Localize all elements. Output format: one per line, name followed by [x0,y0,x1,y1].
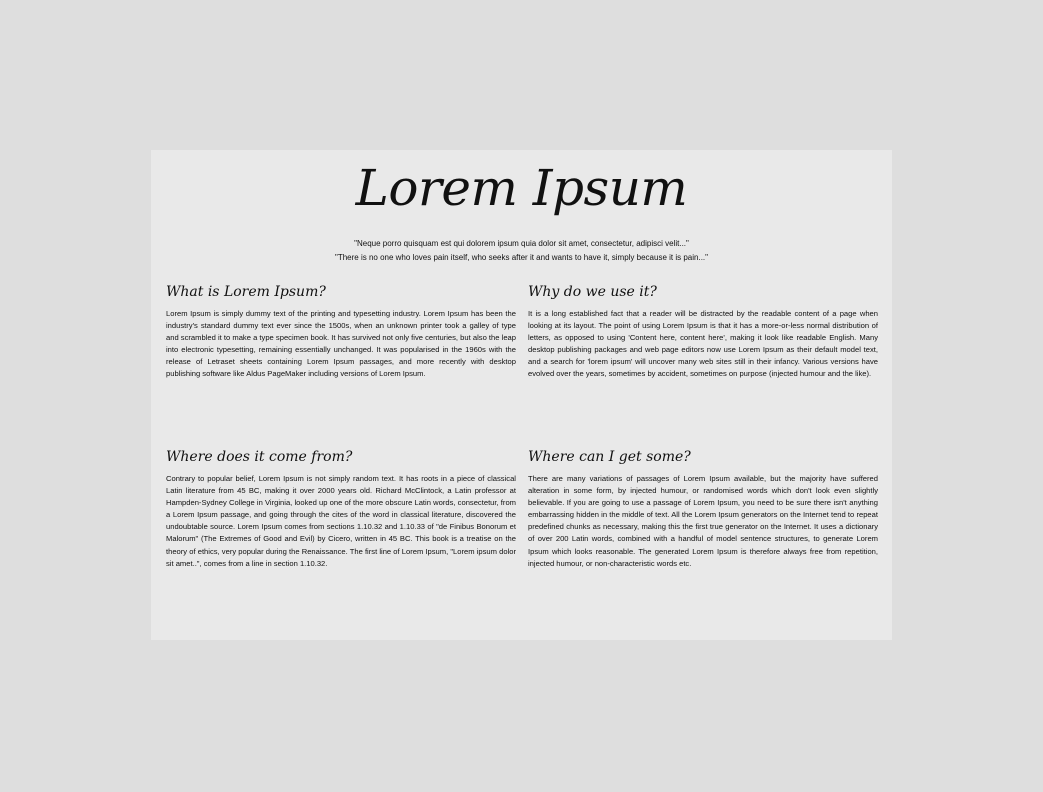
section-where-does-it-come-from [166,447,516,570]
section-heading: Where can I get some? [528,449,691,465]
english-quote: "There is no one who loves pain itself, who seeks after it and wants to have it, simply because it is pain..." [335,253,708,262]
section-what-is-lorem-ipsum [166,282,516,381]
section-where-can-i-get-some [528,447,878,570]
document-page [151,150,892,640]
section-body: Lorem Ipsum is simply dummy text of the printing and typesetting industry. Lorem Ipsum has been the industry's standard dummy text ever since the 1500s, when an unknown printer took a galley of type and scrambled it to make a type specimen book. It has survived not only five centuries, but also the leap into electronic typesetting, remaining essentially unchanged. It was popularised in the 1960s with the release of Letraset sheets containing Lorem Ipsum passages, and more recently with desktop publishing software like Aldus PageMaker including versions of Lorem Ipsum. [166,309,516,379]
section-why-do-we-use-it [528,282,878,381]
section-heading: Why do we use it? [528,284,657,300]
latin-quote: "Neque porro quisquam est qui dolorem ipsum quia dolor sit amet, consectetur, adipisci velit..." [354,239,689,248]
section-body: There are many variations of passages of Lorem Ipsum available, but the majority have suffered alteration in some form, by injected humour, or randomised words which don't look even slightly believable. If you are going to use a passage of Lorem Ipsum, you need to be sure there isn't anything embarrassing hidden in the middle of text. All the Lorem Ipsum generators on the Internet tend to repeat predefined chunks as necessary, making this the first true generator on the Internet. It uses a dictionary of over 200 Latin words, combined with a handful of model sentence structures, to generate Lorem Ipsum which looks reasonable. The generated Lorem Ipsum is therefore always free from repetition, injected humour, or non-characteristic words etc. [528,474,878,568]
section-heading: What is Lorem Ipsum? [166,284,326,300]
section-body: Contrary to popular belief, Lorem Ipsum is not simply random text. It has roots in a piece of classical Latin literature from 45 BC, making it over 2000 years old. Richard McClintock, a Latin professor at Hampden-Sydney College in Virginia, looked up one of the more obscure Latin words, consectetur, from a Lorem Ipsum passage, and going through the cites of the word in classical literature, discovered the undoubtable source. Lorem Ipsum comes from sections 1.10.32 and 1.10.33 of "de Finibus Bonorum et Malorum" (The Extremes of Good and Evil) by Cicero, written in 45 BC. This book is a treatise on the theory of ethics, very popular during the Renaissance. The first line of Lorem Ipsum, "Lorem ipsum dolor sit amet..", comes from a line in section 1.10.32. [166,474,516,568]
page-title: Lorem Ipsum [355,159,688,217]
section-body: It is a long established fact that a reader will be distracted by the readable content of a page when looking at its layout. The point of using Lorem Ipsum is that it has a more-or-less normal distribution of letters, as opposed to using 'Content here, content here', making it look like readable English. Many desktop publishing packages and web page editors now use Lorem Ipsum as their default model text, and a search for 'lorem ipsum' will uncover many web sites still in their infancy. Various versions have evolved over the years, sometimes by accident, sometimes on purpose (injected humour and the like). [528,309,878,379]
section-heading: Where does it come from? [166,449,353,465]
